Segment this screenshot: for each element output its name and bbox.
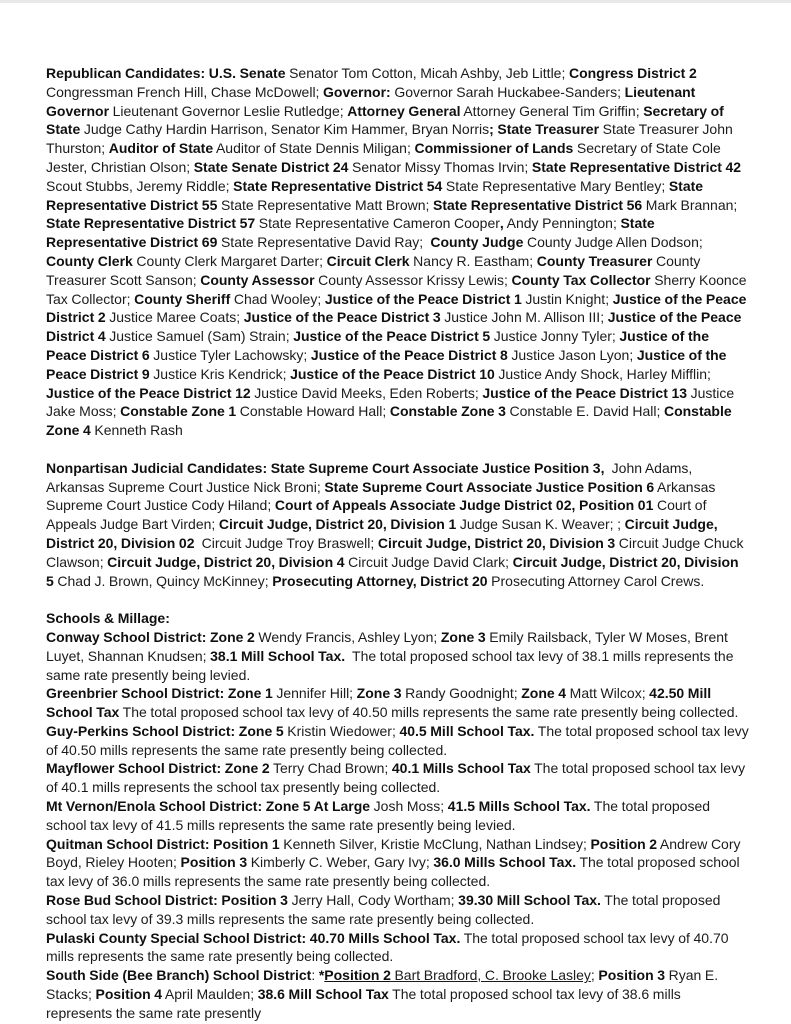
guy-perkins-school-district-run-0: Guy-Perkins School District: Zone 5 <box>46 722 284 739</box>
guy-perkins-school-district-run-1: Kristin Wiedower; <box>283 722 400 739</box>
south-side-school-district-run-7: Ryan E. Stacks; <box>46 967 722 1003</box>
republican-candidates-run-40: County Treasurer <box>536 252 653 269</box>
republican-candidates-run-52: Justice of the Peace District 3 <box>243 309 441 326</box>
republican-candidates-run-0: Republican Candidates: U.S. Senate <box>46 65 286 81</box>
republican-candidates-run-57: Justice Jonny Tyler; <box>490 328 620 345</box>
republican-candidates-run-7: Lieutenant Governor Leslie Rutledge; <box>109 102 348 119</box>
republican-candidates-run-59: Justice Tyler Lachowsky; <box>149 346 311 363</box>
republican-candidates-run-66: Justice of the Peace District 12 <box>46 384 251 401</box>
south-side-school-district-run-5: ; <box>590 967 599 984</box>
republican-candidates-run-55: Justice Samuel (Sam) Strain; <box>105 328 294 345</box>
republican-candidates-run-31: Andy Pennington; <box>503 215 621 232</box>
nonpartisan-judicial-candidates-run-7: Judge Susan K. Weaver; ; <box>456 516 625 533</box>
republican-candidates-run-16: Commissioner of Lands <box>414 140 574 157</box>
south-side-school-district <box>46 966 749 1022</box>
mt-vernon-enola-school-district-run-3: The total proposed school tax levy of 41.5 mills represents the same rate presently being levied. <box>46 798 714 833</box>
republican-candidates-run-24: State Representative District 55 <box>46 177 707 213</box>
spacer-1 <box>46 440 749 459</box>
mayflower-school-district-run-3: The total proposed school tax levy of 40.1 mills represents the school tax presently being collected. <box>46 760 749 796</box>
conway-school-district-run-5: The total proposed school tax levy of 38.1 mills represents the same rate presently being levied. <box>46 647 738 683</box>
schools-millage-heading-run-0: Schools & Millage: <box>46 610 170 627</box>
nonpartisan-judicial-candidates-run-10: Circuit Judge, District 20, Division 3 <box>377 534 616 551</box>
republican-candidates-run-56: Justice of the Peace District 5 <box>293 328 491 345</box>
republican-candidates-run-46: County Sheriff <box>134 290 231 307</box>
quitman-school-district-run-3: Andrew Cory Boyd, Rieley Hooten; <box>46 835 745 871</box>
south-side-school-district-run-11: The total proposed school tax levy of 38.6 mills represents the same rate presently <box>46 986 685 1021</box>
pulaski-county-school-district-run-0: Pulaski County Special School District: 40.70 Mills School Tax. <box>46 929 461 946</box>
mt-vernon-enola-school-district-run-1: Josh Moss; <box>370 798 448 815</box>
mayflower-school-district-run-2: 40.1 Mills School Tax <box>391 760 531 777</box>
south-side-school-district-run-2: * <box>318 967 325 984</box>
spacer-2 <box>46 590 749 609</box>
quitman-school-district-run-6: 36.0 Mills School Tax. <box>433 854 577 871</box>
republican-candidates-run-9: Attorney General Tim Griffin; <box>460 102 644 119</box>
quitman-school-district-run-2: Position 2 <box>590 835 658 852</box>
guy-perkins-school-district-run-2: 40.5 Mill School Tax. <box>399 722 535 739</box>
republican-candidates-run-10: Secretary of State <box>46 102 728 138</box>
document-body <box>46 64 753 1023</box>
republican-candidates-run-49: Justin Knight; <box>521 290 613 307</box>
document-page <box>0 3 791 1023</box>
republican-candidates-run-27: Mark Brannan; <box>642 196 741 213</box>
south-side-school-district-run-4: Bart Bradford, C. Brooke Lasley <box>390 967 591 984</box>
south-side-school-district-run-1: : <box>311 967 319 984</box>
republican-candidates-run-15: Auditor of State Dennis Miligan; <box>213 140 415 157</box>
quitman-school-district <box>46 835 749 891</box>
republican-candidates-run-53: Justice John M. Allison III; <box>440 309 608 326</box>
republican-candidates-run-64: Justice of the Peace District 10 <box>290 365 495 382</box>
republican-candidates-run-50: Justice of the Peace District 2 <box>46 290 750 326</box>
republican-candidates-run-42: County Assessor <box>200 271 315 288</box>
mt-vernon-enola-school-district-run-0: Mt Vernon/Enola School District: Zone 5 At Large <box>46 798 371 815</box>
republican-candidates-run-51: Justice Maree Coats; <box>105 309 244 326</box>
republican-candidates-run-33: State Representative David Ray; <box>217 234 431 251</box>
republican-candidates-run-48: Justice of the Peace District 1 <box>324 290 522 307</box>
conway-school-district-run-2: Zone 3 <box>440 628 486 645</box>
rose-bud-school-district <box>46 891 749 929</box>
republican-candidates-run-8: Attorney General <box>347 102 461 119</box>
greenbrier-school-district-run-3: Randy Goodnight; <box>401 685 522 702</box>
nonpartisan-judicial-candidates-run-8: Circuit Judge, District 20, Division 02 <box>46 516 722 551</box>
republican-candidates-run-43: County Assessor Krissy Lewis; <box>314 271 512 288</box>
conway-school-district-run-1: Wendy Francis, Ashley Lyon; <box>254 628 441 645</box>
greenbrier-school-district-run-6: 42.50 Mill School Tax <box>46 685 715 721</box>
republican-candidates-run-71: Constable Howard Hall; <box>236 403 390 420</box>
republican-candidates-run-28: State Representative District 57 <box>46 215 256 232</box>
mt-vernon-enola-school-district <box>46 797 749 835</box>
pulaski-county-school-district-run-1: The total proposed school tax levy of 40.70 mills represents the same rate presently being collected. <box>46 929 733 965</box>
rose-bud-school-district-run-0: Rose Bud School District: Position 3 <box>46 892 288 909</box>
republican-candidates-run-62: Justice of the Peace District 9 <box>46 346 731 382</box>
republican-candidates-run-65: Justice Andy Shock, Harley Mifflin; <box>494 365 715 382</box>
rose-bud-school-district-run-1: Jerry Hall, Cody Wortham; <box>287 892 459 909</box>
nonpartisan-judicial-candidates-run-4: Court of Appeals Associate Judge District 02, Position 01 <box>274 497 654 514</box>
schools-millage-heading <box>46 609 749 628</box>
nonpartisan-judicial-candidates-run-13: Circuit Judge David Clark; <box>344 553 513 570</box>
nonpartisan-judicial-candidates-run-1: John Adams, Arkansas Supreme Court Justice Nick Broni; <box>46 459 696 495</box>
nonpartisan-judicial-candidates-run-15: Chad J. Brown, Quincy McKinney; <box>53 572 273 589</box>
mayflower-school-district-run-1: Terry Chad Brown; <box>269 760 392 777</box>
greenbrier-school-district-run-7: The total proposed school tax levy of 40.50 mills represents the same rate presently being collected. <box>119 704 739 721</box>
nonpartisan-judicial-candidates-run-14: Circuit Judge, District 20, Division 5 <box>46 553 743 589</box>
nonpartisan-judicial-candidates-run-3: Arkansas Supreme Court Justice Cody Hiland; <box>46 478 719 514</box>
nonpartisan-judicial-candidates-run-9: Circuit Judge Troy Braswell; <box>194 534 378 551</box>
republican-candidates-run-14: Auditor of State <box>108 140 214 157</box>
greenbrier-school-district-run-4: Zone 4 <box>521 685 567 702</box>
republican-candidates-run-23: State Representative Mary Bentley; <box>442 177 669 194</box>
republican-candidates-run-34: County Judge <box>430 234 524 251</box>
south-side-school-district-run-6: Position 3 <box>598 967 666 984</box>
south-side-school-district-run-0: South Side (Bee Branch) School District <box>46 967 312 984</box>
nonpartisan-judicial-candidates-run-17: Prosecuting Attorney Carol Crews. <box>487 572 705 589</box>
republican-candidates-run-70: Constable Zone 1 <box>120 403 237 420</box>
quitman-school-district-run-4: Position 3 <box>180 854 248 871</box>
nonpartisan-judicial-candidates <box>46 459 749 591</box>
republican-candidates-run-73: Constable E. David Hall; <box>505 403 664 420</box>
republican-candidates-run-41: County Treasurer Scott Sanson; <box>46 252 704 288</box>
republican-candidates-run-18: State Senate District 24 <box>193 158 349 175</box>
republican-candidates-run-5: Governor Sarah Huckabee-Sanders; <box>390 83 625 100</box>
south-side-school-district-run-3: Position 2 <box>324 967 391 984</box>
conway-school-district-run-0: Conway School District: Zone 2 <box>46 628 255 645</box>
republican-candidates-run-22: State Representative District 54 <box>233 177 443 194</box>
republican-candidates-run-17: Secretary of State Cole Jester, Christian Olson; <box>46 140 725 175</box>
nonpartisan-judicial-candidates-run-12: Circuit Judge, District 20, Division 4 <box>107 553 345 570</box>
republican-candidates-run-75: Kenneth Rash <box>90 422 183 439</box>
quitman-school-district-run-1: Kenneth Silver, Kristie McClung, Nathan Lindsey; <box>279 835 591 852</box>
republican-candidates-run-72: Constable Zone 3 <box>389 403 506 420</box>
nonpartisan-judicial-candidates-run-16: Prosecuting Attorney, District 20 <box>272 572 488 589</box>
greenbrier-school-district <box>46 684 749 722</box>
mayflower-school-district-run-0: Mayflower School District: Zone 2 <box>46 760 270 777</box>
greenbrier-school-district-run-1: Jennifer Hill; <box>272 685 357 702</box>
south-side-school-district-run-10: 38.6 Mill School Tax <box>257 986 389 1003</box>
conway-school-district-run-4: 38.1 Mill School Tax. <box>210 647 346 664</box>
republican-candidates-run-19: Senator Missy Thomas Irvin; <box>348 158 532 175</box>
nonpartisan-judicial-candidates-run-2: State Supreme Court Associate Justice Position 6 <box>324 478 655 495</box>
republican-candidates-run-61: Justice Jason Lyon; <box>507 346 637 363</box>
republican-candidates-run-74: Constable Zone 4 <box>46 403 736 439</box>
republican-candidates-run-2: Congress District 2 <box>568 65 697 81</box>
quitman-school-district-run-5: Kimberly C. Weber, Gary Ivy; <box>247 854 434 871</box>
republican-candidates-run-25: State Representative Matt Brown; <box>217 196 433 213</box>
republican-candidates-run-12: ; State Treasurer <box>489 121 600 138</box>
quitman-school-district-run-0: Quitman School District: Position 1 <box>46 835 280 852</box>
republican-candidates-run-39: Nancy R. Eastham; <box>409 252 537 269</box>
republican-candidates-run-69: Justice Jake Moss; <box>46 384 738 420</box>
republican-candidates-run-20: State Representative District 42 <box>531 158 742 175</box>
conway-school-district <box>46 628 749 684</box>
quitman-school-district-run-7: The total proposed school tax levy of 36.0 mills represents the same rate presently being collected. <box>46 854 744 890</box>
republican-candidates-run-1: Senator Tom Cotton, Micah Ashby, Jeb Little; <box>285 65 569 81</box>
mt-vernon-enola-school-district-run-2: 41.5 Mills School Tax. <box>447 798 591 815</box>
republican-candidates-run-54: Justice of the Peace District 4 <box>46 309 745 345</box>
republican-candidates-run-11: Judge Cathy Hardin Harrison, Senator Kim Hammer, Bryan Norris <box>80 121 490 138</box>
republican-candidates-run-6: Lieutenant Governor <box>46 83 699 119</box>
guy-perkins-school-district-run-3: The total proposed school tax levy of 40.50 mills represents the same rate presently being collected. <box>46 722 753 758</box>
republican-candidates-run-45: Sherry Koonce Tax Collector; <box>46 271 750 307</box>
south-side-school-district-run-8: Position 4 <box>95 986 163 1003</box>
republican-candidates-run-13: State Treasurer John Thurston; <box>46 121 737 157</box>
republican-candidates-run-47: Chad Wooley; <box>230 290 325 307</box>
republican-candidates-run-4: Governor: <box>323 83 391 100</box>
mayflower-school-district <box>46 759 749 797</box>
republican-candidates-run-60: Justice of the Peace District 8 <box>310 346 508 363</box>
republican-candidates-run-26: State Representative District 56 <box>432 196 643 213</box>
republican-candidates-run-63: Justice Kris Kendrick; <box>149 365 291 382</box>
nonpartisan-judicial-candidates-run-5: Court of Appeals Judge Bart Virden; <box>46 497 710 533</box>
nonpartisan-judicial-candidates-run-11: Circuit Judge Chuck Clawson; <box>46 534 748 570</box>
greenbrier-school-district-run-5: Matt Wilcox; <box>566 685 650 702</box>
republican-candidates-run-21: Scout Stubbs, Jeremy Riddle; <box>46 158 745 194</box>
pulaski-county-school-district <box>46 929 749 967</box>
nonpartisan-judicial-candidates-run-0: Nonpartisan Judicial Candidates: State Supreme Court Associate Justice Position 3, <box>46 459 605 476</box>
rose-bud-school-district-run-3: The total proposed school tax levy of 39.3 mills represents the same rate presently being collected. <box>46 892 725 927</box>
rose-bud-school-district-run-2: 39.30 Mill School Tax. <box>458 892 601 909</box>
conway-school-district-run-3: Emily Railsback, Tyler W Moses, Brent Luyet, Shannan Knudsen; <box>46 628 732 664</box>
republican-candidates-run-67: Justice David Meeks, Eden Roberts; <box>250 384 483 401</box>
greenbrier-school-district-run-0: Greenbrier School District: Zone 1 <box>46 685 273 702</box>
republican-candidates-run-68: Justice of the Peace District 13 <box>482 384 688 401</box>
greenbrier-school-district-run-2: Zone 3 <box>356 685 402 702</box>
nonpartisan-judicial-candidates-run-6: Circuit Judge, District 20, Division 1 <box>218 516 457 533</box>
republican-candidates-run-37: County Clerk Margaret Darter; <box>132 252 327 269</box>
republican-candidates-run-44: County Tax Collector <box>511 271 651 288</box>
republican-candidates-run-38: Circuit Clerk <box>326 252 410 269</box>
republican-candidates-run-3: Congressman French Hill, Chase McDowell; <box>46 65 701 100</box>
republican-candidates-run-29: State Representative Cameron Cooper <box>255 215 500 232</box>
republican-candidates-run-32: State Representative District 69 <box>46 215 659 251</box>
republican-candidates-run-58: Justice of the Peace District 6 <box>46 328 713 363</box>
republican-candidates <box>46 64 749 440</box>
south-side-school-district-run-9: April Maulden; <box>162 986 258 1003</box>
republican-candidates-run-36: County Clerk <box>46 252 133 269</box>
republican-candidates-run-30: , <box>499 215 504 232</box>
republican-candidates-run-35: County Judge Allen Dodson; <box>523 234 707 251</box>
guy-perkins-school-district <box>46 722 753 760</box>
